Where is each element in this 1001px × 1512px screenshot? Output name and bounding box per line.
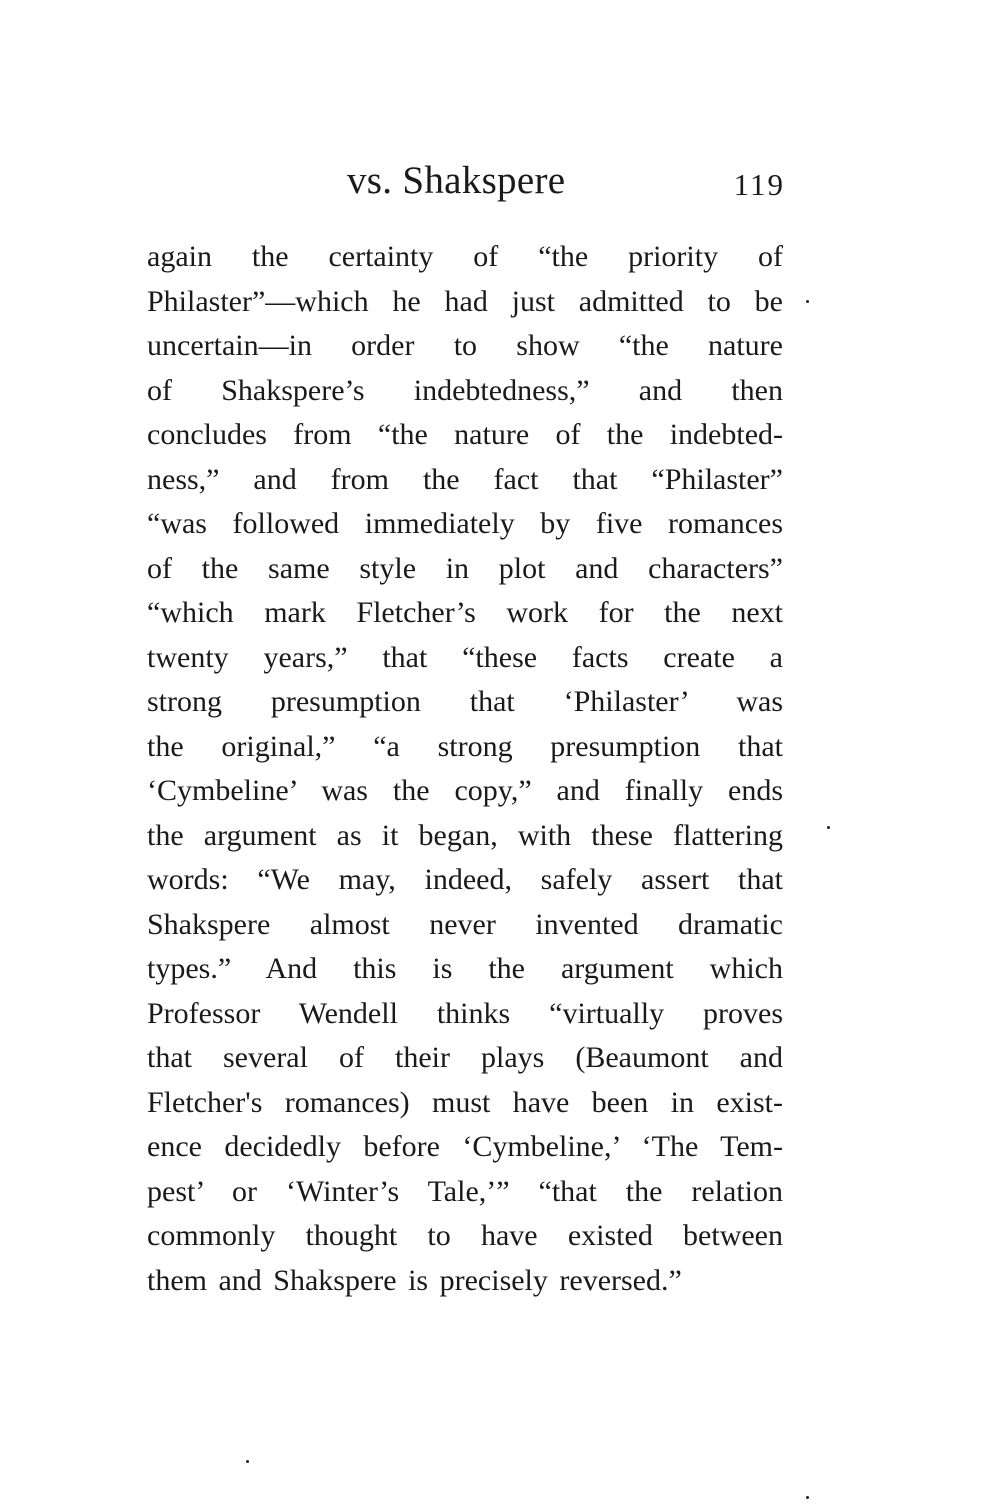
running-title: vs. Shakspere: [347, 159, 566, 202]
text-line: commonly thought to have existed between: [147, 1219, 783, 1252]
ink-speck: [806, 300, 809, 303]
text-line: ence decidedly before ‘Cymbeline,’ ‘The Tem-: [147, 1130, 783, 1163]
text-line: types.” And this is the argument which: [147, 952, 783, 985]
text-line: Fletcher's romances) must have been in exist-: [147, 1085, 783, 1119]
text-line: “was followed immediately by five romances: [147, 507, 783, 540]
ink-speck: [246, 1460, 249, 1463]
text-line: of the same style in plot and characters”: [147, 551, 783, 585]
text-line: concludes from “the nature of the indebted-: [147, 418, 783, 451]
text-line: that several of their plays (Beaumont and: [147, 1041, 783, 1074]
text-line: “which mark Fletcher’s work for the next: [147, 596, 783, 629]
text-line: words: “We may, indeed, safely assert that: [147, 863, 783, 896]
text-line: Shakspere almost never invented dramatic: [147, 907, 783, 941]
text-line: pest’ or ‘Winter’s Tale,’” “that the relation: [147, 1174, 783, 1208]
body-text: [147, 235, 783, 1303]
page-number: 119: [733, 167, 785, 202]
text-line: of Shakspere’s indebtedness,” and then: [147, 373, 783, 407]
ink-speck: [827, 826, 830, 829]
text-line: Professor Wendell thinks “virtually proves: [147, 996, 783, 1030]
text-line: the original,” “a strong presumption that: [147, 729, 783, 763]
text-line: ness,” and from the fact that “Philaster”: [147, 462, 783, 496]
text-line: Philaster”—which he had just admitted to be: [147, 284, 783, 318]
running-head: [145, 155, 785, 215]
text-line: the argument as it began, with these flattering: [147, 818, 783, 852]
text-line: uncertain—in order to show “the nature: [147, 329, 783, 362]
text-line: again the certainty of “the priority of: [147, 240, 783, 273]
text-line: ‘Cymbeline’ was the copy,” and finally ends: [147, 774, 783, 807]
ink-speck: [806, 1496, 809, 1499]
text-line: twenty years,” that “these facts create a: [147, 640, 783, 674]
text-line: them and Shakspere is precisely reversed.”: [147, 1263, 682, 1297]
text-line: strong presumption that ‘Philaster’ was: [147, 685, 783, 718]
